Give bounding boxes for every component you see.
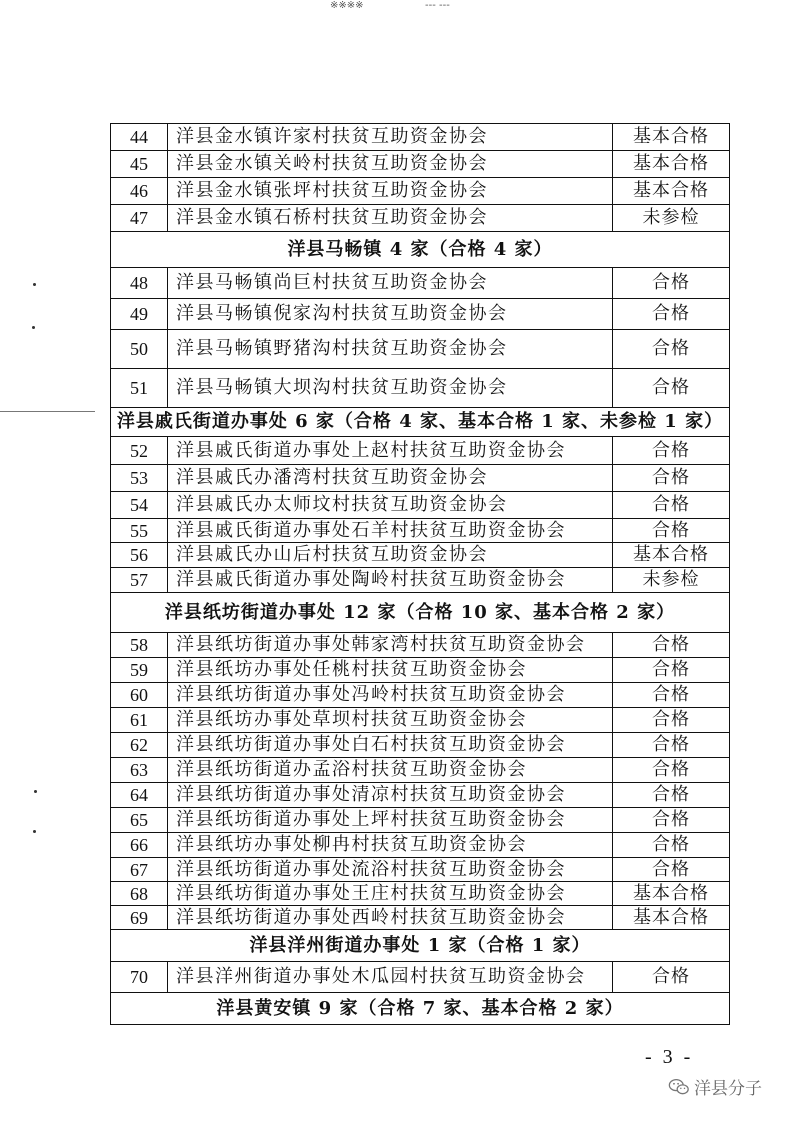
row-number: 68 [111, 882, 168, 906]
association-name: 洋县洋州街道办事处木瓜园村扶贫互助资金协会 [168, 962, 613, 993]
table-row [111, 733, 730, 758]
row-number: 56 [111, 543, 168, 568]
row-number: 52 [111, 437, 168, 465]
row-number: 65 [111, 808, 168, 833]
inspection-status: 合格 [613, 808, 730, 833]
row-number: 45 [111, 151, 168, 178]
wechat-icon [668, 1076, 690, 1098]
section-header: 洋县洋州街道办事处 1 家（合格 1 家） [111, 930, 730, 962]
inspection-status: 合格 [613, 962, 730, 993]
inspection-status: 合格 [613, 833, 730, 858]
inspection-status: 合格 [613, 783, 730, 808]
inspection-status: 合格 [613, 758, 730, 783]
association-name: 洋县纸坊办事处柳冉村扶贫互助资金协会 [168, 833, 613, 858]
table-row [111, 124, 730, 151]
inspection-status: 合格 [613, 633, 730, 658]
association-name: 洋县纸坊街道办事处韩家湾村扶贫互助资金协会 [168, 633, 613, 658]
association-name: 洋县金水镇石桥村扶贫互助资金协会 [168, 205, 613, 232]
row-number: 70 [111, 962, 168, 993]
table-row [111, 882, 730, 906]
watermark [668, 1074, 762, 1099]
table-row [111, 543, 730, 568]
section-header-row [111, 232, 730, 268]
inspection-status: 合格 [613, 299, 730, 330]
association-name: 洋县马畅镇倪家沟村扶贫互助资金协会 [168, 299, 613, 330]
table-row [111, 465, 730, 492]
scan-mark-right: --- --- [425, 0, 450, 11]
table-row [111, 962, 730, 993]
row-number: 53 [111, 465, 168, 492]
section-header: 洋县黄安镇 9 家（合格 7 家、基本合格 2 家） [111, 993, 730, 1025]
table-row [111, 783, 730, 808]
table-row [111, 437, 730, 465]
association-name: 洋县金水镇张坪村扶贫互助资金协会 [168, 178, 613, 205]
table-row [111, 568, 730, 593]
association-table [110, 123, 730, 1025]
page-number: - 3 - [645, 1046, 694, 1068]
association-name: 洋县戚氏办太师坟村扶贫互助资金协会 [168, 492, 613, 519]
table-row [111, 858, 730, 882]
association-name: 洋县戚氏办山后村扶贫互助资金协会 [168, 543, 613, 568]
association-name: 洋县纸坊街道办事处上坪村扶贫互助资金协会 [168, 808, 613, 833]
table-row [111, 519, 730, 543]
row-number: 62 [111, 733, 168, 758]
table-row [111, 906, 730, 930]
inspection-status: 合格 [613, 437, 730, 465]
row-number: 49 [111, 299, 168, 330]
association-name: 洋县戚氏街道办事处石羊村扶贫互助资金协会 [168, 519, 613, 543]
row-number: 58 [111, 633, 168, 658]
inspection-status: 基本合格 [613, 882, 730, 906]
association-name: 洋县纸坊街道办事处流浴村扶贫互助资金协会 [168, 858, 613, 882]
row-number: 57 [111, 568, 168, 593]
inspection-status: 基本合格 [613, 543, 730, 568]
watermark-text: 洋县分子 [694, 1079, 762, 1099]
row-number: 64 [111, 783, 168, 808]
table-row [111, 758, 730, 783]
section-header: 洋县马畅镇 4 家（合格 4 家） [111, 232, 730, 268]
association-name: 洋县马畅镇尚巨村扶贫互助资金协会 [168, 268, 613, 299]
association-name: 洋县纸坊办事处草坝村扶贫互助资金协会 [168, 708, 613, 733]
table-row [111, 808, 730, 833]
row-number: 44 [111, 124, 168, 151]
scan-speck [33, 830, 36, 833]
row-number: 69 [111, 906, 168, 930]
association-name: 洋县金水镇许家村扶贫互助资金协会 [168, 124, 613, 151]
table-row [111, 151, 730, 178]
row-number: 59 [111, 658, 168, 683]
row-number: 63 [111, 758, 168, 783]
inspection-status: 合格 [613, 465, 730, 492]
row-number: 54 [111, 492, 168, 519]
inspection-status: 合格 [613, 683, 730, 708]
row-number: 48 [111, 268, 168, 299]
row-number: 50 [111, 330, 168, 369]
association-name: 洋县纸坊街道办事处王庄村扶贫互助资金协会 [168, 882, 613, 906]
association-name: 洋县纸坊街道办事处冯岭村扶贫互助资金协会 [168, 683, 613, 708]
inspection-status: 未参检 [613, 205, 730, 232]
association-name: 洋县纸坊街道办事处西岭村扶贫互助资金协会 [168, 906, 613, 930]
table-row [111, 299, 730, 330]
inspection-status: 基本合格 [613, 906, 730, 930]
table-row [111, 369, 730, 408]
row-number: 66 [111, 833, 168, 858]
association-name: 洋县马畅镇野猪沟村扶贫互助资金协会 [168, 330, 613, 369]
scan-mark-left: ※※※※ [330, 0, 364, 11]
table-row [111, 683, 730, 708]
inspection-status: 合格 [613, 369, 730, 408]
table-row [111, 492, 730, 519]
inspection-status: 合格 [613, 268, 730, 299]
table-row [111, 708, 730, 733]
inspection-status: 合格 [613, 519, 730, 543]
scan-speck [34, 790, 37, 793]
section-header-row [111, 993, 730, 1025]
association-name: 洋县纸坊办事处任桃村扶贫互助资金协会 [168, 658, 613, 683]
row-number: 51 [111, 369, 168, 408]
section-header-row [111, 930, 730, 962]
association-name: 洋县纸坊街道办事处白石村扶贫互助资金协会 [168, 733, 613, 758]
inspection-status: 合格 [613, 330, 730, 369]
row-number: 60 [111, 683, 168, 708]
association-name: 洋县纸坊街道办孟浴村扶贫互助资金协会 [168, 758, 613, 783]
section-header: 洋县戚氏街道办事处 6 家（合格 4 家、基本合格 1 家、未参检 1 家） [111, 408, 730, 437]
table-row [111, 330, 730, 369]
inspection-status: 基本合格 [613, 124, 730, 151]
row-number: 55 [111, 519, 168, 543]
section-header: 洋县纸坊街道办事处 12 家（合格 10 家、基本合格 2 家） [111, 593, 730, 633]
table-row [111, 178, 730, 205]
row-number: 67 [111, 858, 168, 882]
table-row [111, 633, 730, 658]
inspection-status: 合格 [613, 733, 730, 758]
table-row [111, 268, 730, 299]
table-row [111, 658, 730, 683]
row-number: 47 [111, 205, 168, 232]
table-row [111, 205, 730, 232]
inspection-status: 合格 [613, 492, 730, 519]
row-number: 46 [111, 178, 168, 205]
margin-rule [0, 411, 95, 412]
inspection-status: 基本合格 [613, 151, 730, 178]
association-name: 洋县戚氏办潘湾村扶贫互助资金协会 [168, 465, 613, 492]
scan-speck [32, 326, 35, 329]
association-name: 洋县金水镇关岭村扶贫互助资金协会 [168, 151, 613, 178]
inspection-status: 合格 [613, 708, 730, 733]
scan-speck [33, 283, 36, 286]
section-header-row [111, 593, 730, 633]
association-name: 洋县纸坊街道办事处清凉村扶贫互助资金协会 [168, 783, 613, 808]
inspection-status: 合格 [613, 858, 730, 882]
association-name: 洋县戚氏街道办事处陶岭村扶贫互助资金协会 [168, 568, 613, 593]
association-name: 洋县戚氏街道办事处上赵村扶贫互助资金协会 [168, 437, 613, 465]
inspection-status: 基本合格 [613, 178, 730, 205]
inspection-status: 未参检 [613, 568, 730, 593]
inspection-status: 合格 [613, 658, 730, 683]
row-number: 61 [111, 708, 168, 733]
association-name: 洋县马畅镇大坝沟村扶贫互助资金协会 [168, 369, 613, 408]
table-row [111, 833, 730, 858]
section-header-row [111, 408, 730, 437]
